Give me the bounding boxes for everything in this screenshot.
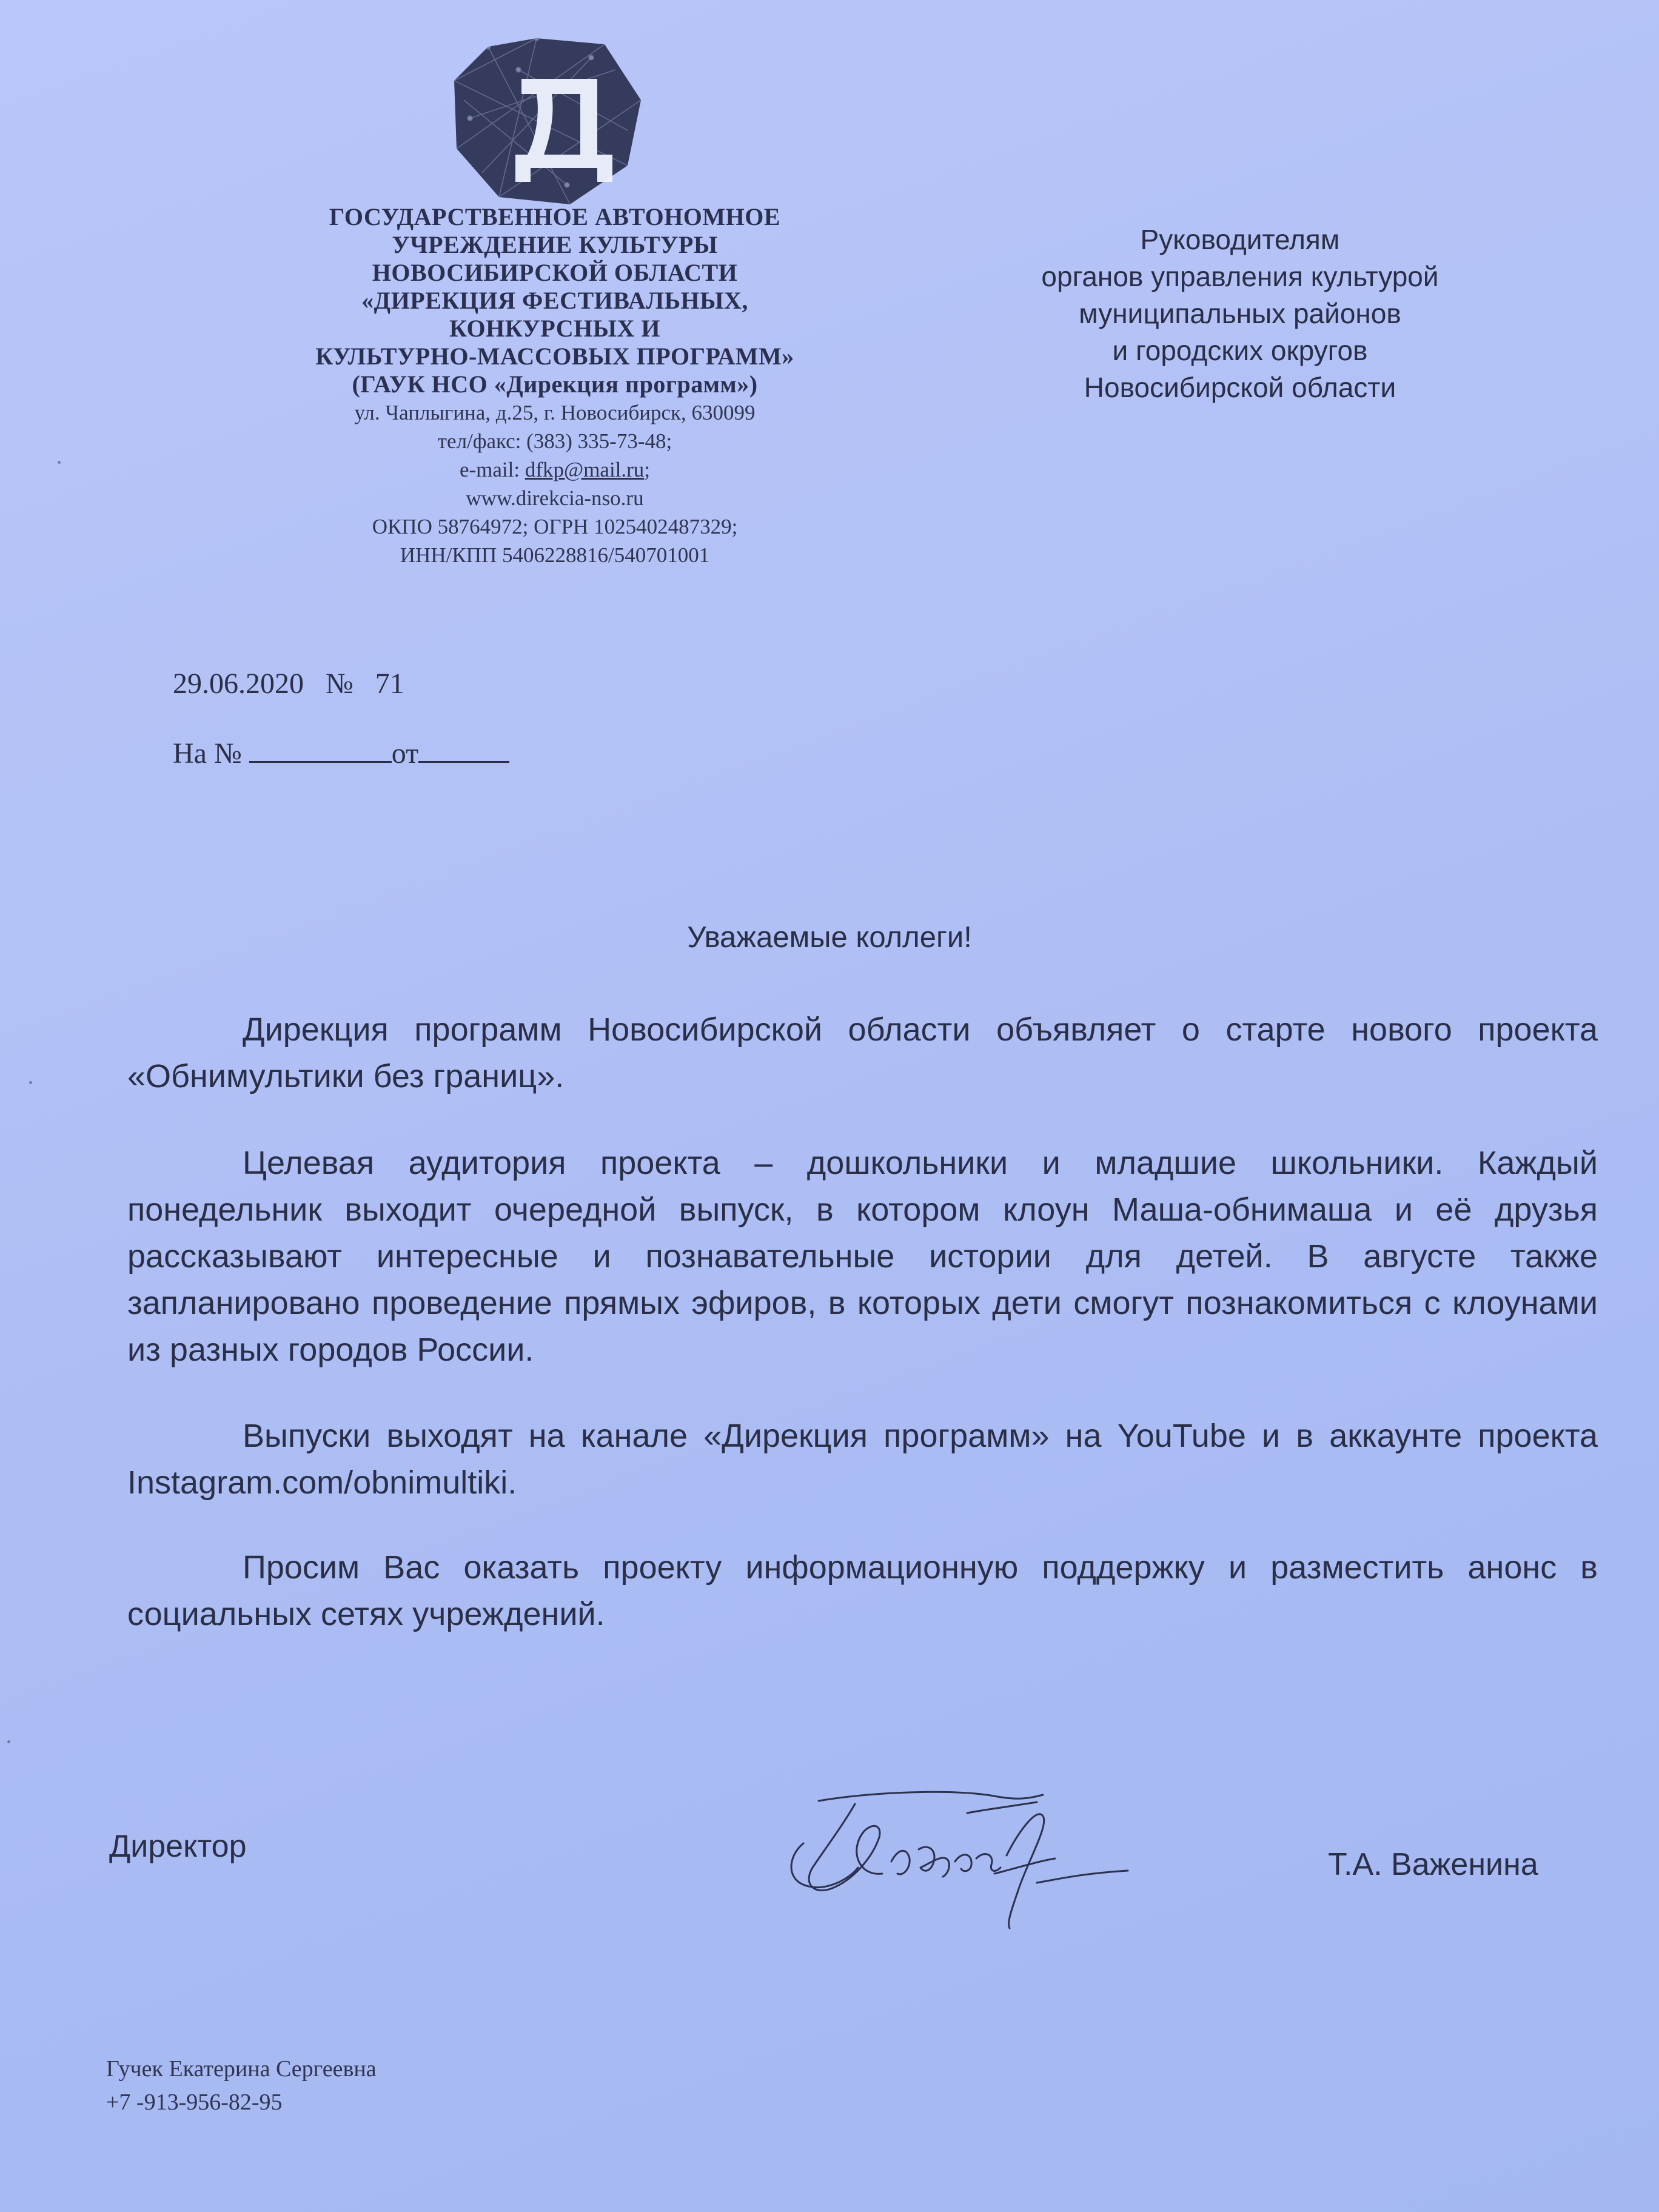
in-ref-from: от [391,737,419,769]
handwritten-signature [752,1758,1176,1940]
recipient-line-2: органов управления культурой [1041,261,1439,292]
recipient-line-5: Новосибирской области [1084,372,1396,403]
body-paragraph-2: Целевая аудитория проекта – дошкольники и младшие школьники. Каждый понедельник выходит очередной выпуск, в котором клоун Маша-обнимаша и её друзья рассказывают интересные и познавательные истории для детей. В августе также запланировано проведение прямых эфиров, в которых дети смогут познакомиться с клоунами из разных городов России. [127,1145,1598,1368]
organization-logo [446,33,646,209]
recipient-line-1: Руководителям [1140,224,1340,255]
org-address: ул. Чаплыгина, д.25, г. Новосибирск, 630099 [354,401,756,424]
signer-name: Т.А. Важенина [1328,1847,1538,1882]
incoming-reference [173,737,509,770]
executor-name: Гучек Екатерина Сергеевна [106,2056,377,2082]
paper-speck [29,1081,32,1084]
org-phone: тел/факс: (383) 335-73-48; [437,429,672,453]
org-codes: ОКПО 58764972; ОГРН 1025402487329; [372,515,738,538]
org-name-line-2: УЧРЕЖДЕНИЕ КУЛЬТУРЫ [392,231,718,258]
letter-number: 71 [375,668,404,700]
letter-date-number [173,667,404,700]
signer-role: Директор [109,1829,247,1864]
number-sign: № [326,668,354,700]
body-paragraph-3: Выпуски выходят на канале «Дирекция программ» на YouTube и в аккаунте проекта Instagram.com/obnimultiki. [127,1418,1598,1501]
organization-header [103,203,1007,569]
org-name-line-7: (ГАУК НСО «Дирекция программ») [352,370,758,398]
greeting: Уважаемые коллеги! [687,921,972,954]
org-email-suffix: ; [644,458,651,481]
org-email-link[interactable]: dfkp@mail.ru [525,458,645,481]
in-ref-prefix: На № [173,737,242,769]
paper-speck [58,461,61,464]
org-name-line-4: «ДИРЕКЦИЯ ФЕСТИВАЛЬНЫХ, [361,287,748,314]
recipient-line-4: и городских округов [1112,335,1368,366]
org-name-line-3: НОВОСИБИРСКОЙ ОБЛАСТИ [372,259,738,286]
recipient-block [946,221,1534,406]
body-paragraph-4: Просим Вас оказать проекту информационную поддержку и разместить анонс в социальных сетях учреждений. [127,1549,1598,1632]
executor-phone: +7 -913-956-82-95 [106,2090,283,2115]
org-website: www.direkcia-nso.ru [466,486,644,510]
paper-speck [7,1740,10,1743]
org-name-line-5: КОНКУРСНЫХ И [449,315,660,342]
recipient-line-3: муниципальных районов [1079,298,1401,329]
org-tax-ids: ИНН/КПП 5406228816/540701001 [400,543,710,567]
in-ref-number-blank [249,737,392,763]
body-paragraph-1: Дирекция программ Новосибирской области объявляет о старте нового проекта «Обнимультики без границ». [127,1011,1598,1094]
org-name-line-6: КУЛЬТУРНО-МАССОВЫХ ПРОГРАММ» [315,343,794,370]
org-email-label: e-mail: [459,458,520,481]
org-email-row [103,455,1007,484]
in-ref-date-blank [418,737,509,763]
executor-block [106,2053,377,2119]
org-name-line-1: ГОСУДАРСТВЕННОЕ АВТОНОМНОЕ [329,203,781,230]
letter-date: 29.06.2020 [173,668,304,700]
